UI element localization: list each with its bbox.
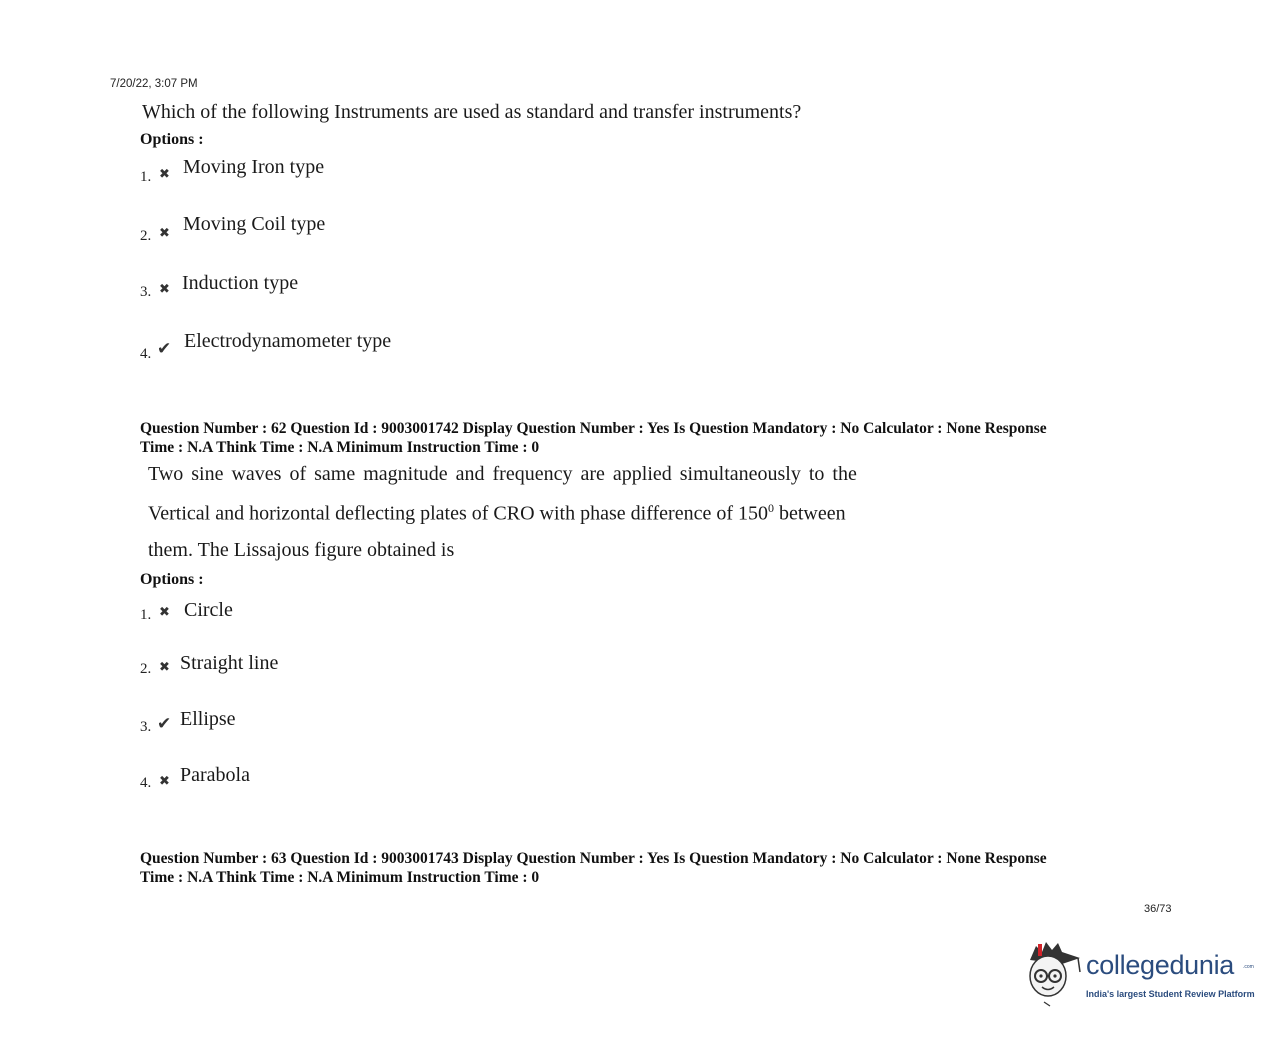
collegedunia-mascot-icon [1022,938,1086,1008]
question-61-options-label: Options : [140,131,204,148]
cross-icon: ✖ [159,225,170,240]
question-63-meta-line-1: Question Number : 63 Question Id : 9003001743 Display Question Number : Yes Is Question Mandatory : No Calculator : None Response [140,850,1047,867]
option-text: Moving Coil type [183,213,326,235]
option-text: Parabola [180,764,250,786]
question-62-text-line-3: them. The Lissajous figure obtained is [148,539,455,561]
option-number: 2. [140,228,152,244]
option-number: 2. [140,661,152,677]
collegedunia-tagline: India's largest Student Review Platform [1086,989,1255,999]
option-number: 4. [140,346,152,362]
question-62-meta-line-2: Time : N.A Think Time : N.A Minimum Instruction Time : 0 [140,439,540,456]
option-text: Straight line [180,652,279,674]
collegedunia-logo-text: collegedunia [1086,950,1235,980]
question-63-meta [140,849,1170,887]
question-62-meta [140,419,1170,457]
question-62-text-line-2 [148,501,846,526]
cross-icon: ✖ [159,773,170,788]
page-number: 36/73 [1144,903,1172,915]
option-number: 1. [140,169,152,185]
question-63-meta-line-2: Time : N.A Think Time : N.A Minimum Instruction Time : 0 [140,869,540,886]
option-number: 3. [140,284,152,300]
cross-icon: ✖ [159,281,170,296]
option-text: Electrodynamometer type [184,330,392,352]
option-text: Moving Iron type [183,156,325,178]
cross-icon: ✖ [159,604,170,619]
cross-icon: ✖ [159,166,170,181]
question-62-text-line-2-start: Vertical and horizontal deflecting plates of CRO with phase difference of 150 [148,502,768,525]
option-text: Circle [184,599,233,621]
option-number: 1. [140,607,152,623]
print-timestamp: 7/20/22, 3:07 PM [110,78,198,90]
checkmark-icon: ✔ [157,714,172,733]
collegedunia-logo-suffix: .com [1243,964,1254,970]
option-number: 4. [140,775,152,791]
option-text: Induction type [182,272,299,294]
superscript-degree: 0 [767,501,774,515]
cross-icon: ✖ [159,659,170,674]
checkmark-icon: ✔ [157,339,172,358]
question-61-text: Which of the following Instruments are used as standard and transfer instruments? [142,101,802,123]
question-62-meta-line-1: Question Number : 62 Question Id : 9003001742 Display Question Number : Yes Is Question Mandatory : No Calculator : None Response [140,420,1047,437]
question-62-options-label: Options : [140,571,204,588]
option-number: 3. [140,719,152,735]
question-62-text-line-2-end: between [773,502,846,525]
question-62-text-line-1: Two sine waves of same magnitude and frequency are applied simultaneously to the [148,463,857,485]
option-text: Ellipse [180,708,236,730]
